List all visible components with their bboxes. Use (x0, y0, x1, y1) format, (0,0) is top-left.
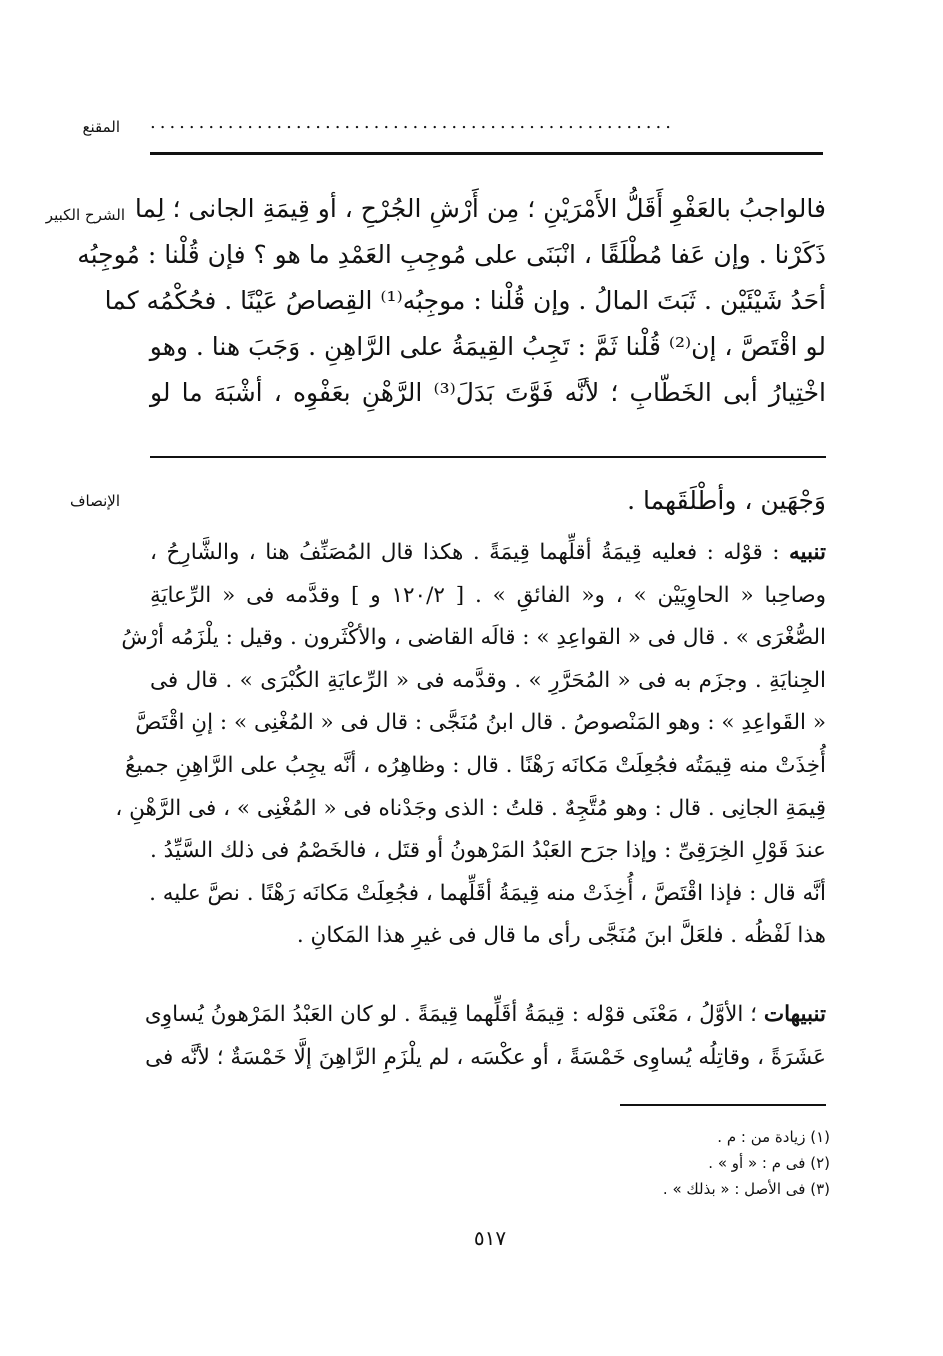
tanbih-line: الجِنايَةِ . وجزَم به فى « المُحَرَّرِ » . وقدَّمه فى « الرِّعايَةِ الكُبْرَى » . قال فى (150, 667, 826, 693)
sharh-line: اخْتِيارُ أبى الخَطّابِ ؛ لأنَّه فَوَّتَ بَدَلَ⁽³⁾ الرَّهْنِ بعَفْوِه ، أشْبَهَ ما لو (150, 378, 826, 407)
footnotes (560, 1124, 830, 1202)
sharh-line: ذَكَرْنا . وإن عَفا مُطْلَقًا ، انْبَنَى على مُوجِبِ العَمْدِ ما هو ؟ فإن قُلْنا : مُوجِبُه (77, 240, 826, 269)
header-rule (150, 152, 823, 155)
insaf-label: الإنصاف (69, 492, 120, 510)
tanbih-line: « القَواعِدِ » : وهو المَنْصوصُ . قال ابنُ مُنَجَّى : قال فى « المُغْنِى » : إنِ اقْتَصَّ (135, 710, 826, 736)
tanbihat-block (144, 994, 826, 1079)
footnote-item: (١) زيادة من : م . (717, 1128, 830, 1146)
insaf-first-line: وَجْهَين ، وأطْلَقَهما . (627, 486, 826, 515)
tanbih-line: أنَّه قال : فإذا اقْتَصَّ ، أُخِذَتْ منه قِيمَةُ أقَلِّهما ، فجُعِلَتْ مَكانَه رَهْنًا . نصَّ عليه . (149, 880, 826, 906)
tanbihat-label: تنبيهات (763, 1002, 826, 1027)
tanbih-line: الصُّغْرَى » . قال فى « القواعِدِ » : قالَه القاضى ، والأكْثَرون . وقيل : يلْزَمُه أرْشُ (121, 625, 826, 651)
section-divider (150, 456, 826, 458)
tanbihat-line-text: ؛ الأوَّلُ ، مَعْنَى قوْله : قِيمَةُ أقَلِّهما قِيمَةً . لو كان العَبْدُ المَرْهونُ يُساوِى (144, 1002, 757, 1027)
tanbih-line: وصاحِبا « الحاوِيَيْن » ، و« الفائقِ » . [ ١٢٠/٢ و ] وقدَّمه فى « الرِّعايَةِ (150, 582, 826, 608)
footnote-item: (٢) فى م : « أو » . (708, 1154, 830, 1172)
tanbih-block (115, 532, 826, 958)
tanbih-line: قِيمَةِ الجانِى . قال : وهو مُتَّجِهٌ . قلتُ : الذى وجَدْناه فى « المُغْنِى » ، فى الرَّهْنِ ، (115, 795, 826, 821)
header-dots: ...................................................... (150, 112, 675, 133)
page-number: ٥١٧ (473, 1226, 507, 1250)
book-title: المقنع (82, 118, 120, 136)
tanbih-line-first (150, 532, 826, 575)
sharh-line: أحَدُ شَيْئَيْن . ثَبَتَ المالُ . وإن قُلْنا : موجِبُه⁽¹⁾ القِصاصُ عَيْنًا . فحُكْمُه كما (104, 286, 826, 315)
tanbih-label: تنبيه (789, 540, 826, 565)
tanbih-line: عندَ قَوْلِ الخِرَقِىِّ : وإذا جرَح العَبْدُ المَرْهونُ أو قتَل ، فالخَصْمُ فى ذلك السَّيِّدُ . (150, 838, 826, 864)
footnote-rule (620, 1104, 826, 1106)
sharh-label: الشرح الكبير (45, 206, 125, 224)
insaf-block (150, 478, 826, 524)
tanbih-line: هذا لَفْظُه . فلعَلَّ ابنَ مُنَجَّى رأى ما قال فى غيرِ هذا المَكانِ . (296, 923, 826, 949)
tanbih-line-text: : قوْله : فعليه قِيمَةُ أقلِّهما قِيمَةً . هكذا قال المُصَنِّفُ هنا ، والشَّارِحُ ، (150, 540, 780, 565)
sharh-line: لو اقْتَصَّ ، إن⁽²⁾ قُلْنا ثَمَّ : تَجِبُ القِيمَةُ على الرَّاهِنِ . وَجَبَ هنا . وهو (149, 332, 826, 361)
sharh-line: فالواجبُ بالعَفْوِ أَقَلُّ الأَمْرَيْنِ ؛ مِن أَرْشِ الجُرْحِ ، أو قِيمَةِ الجانى ؛ لِما (134, 194, 826, 223)
tanbihat-line-first (144, 994, 826, 1037)
footnote-item: (٣) فى الأصل : « بذلك » . (662, 1180, 830, 1198)
tanbihat-line: عَشَرَةً ، وقاتِلُه يُساوِى خَمْسَةً ، أو عكْسَه ، لم يلْزَمِ الرَّاهِنَ إلَّا خَمْسَةٌ ؛ لأنَّه فى (145, 1044, 826, 1070)
tanbih-line: أُخِذَتْ منه قِيمَتُه فجُعِلَتْ مَكانَه رَهْنًا . قال : وظاهِرُه ، أنَّه يجِبُ على الرَّاهِنِ جميعُ (124, 752, 826, 778)
